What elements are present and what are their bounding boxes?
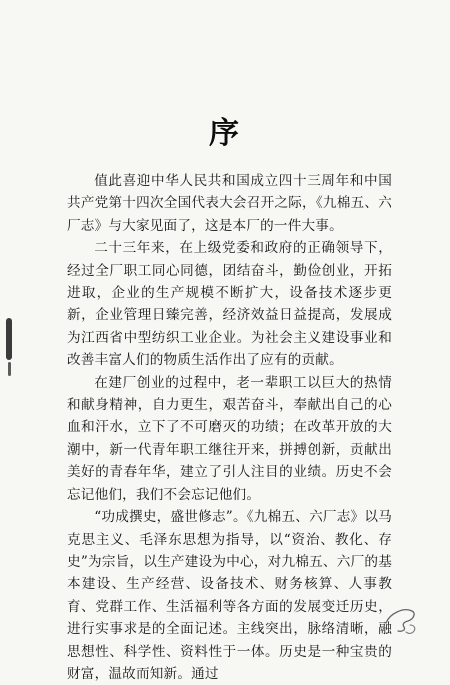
paragraph-2: 二十三年来，在上级党委和政府的正确领导下，经过全厂职工同心同德，团结奋斗，勤俭创业，开拓进取，企业的生产规模不断扩大，设备技术逐步更新，企业管理日臻完善，经济效益日益提高，发展成为江西省中型纺织工业企业。为社会主义建设事业和改善丰富人们的物质生活作出了应有的贡献。 <box>67 240 392 369</box>
preface-title: 序 <box>209 116 241 151</box>
paragraph-4: “功成撰史，盛世修志”。《九棉五、六厂志》以马克思主义、毛泽东思想为指导，以“资治、教化、存史”为宗旨，以生产建设为中心，对九棉五、六厂的基本建设、生产经营、设备技术、财务核算、人事教育、党群工作、生活福利等各方面的发展变迁历史，进行实事求是的全面记述。主线突出，脉络清晰，融思想性、科学性、资料性于一体。历史是一种宝贵的财富，温故而知新。通过 <box>67 509 392 682</box>
paragraph-1: 值此喜迎中华人民共和国成立四十三周年和中国共产党第十四次全国代表大会召开之际，《九棉五、六厂志》与大家见面了，这是本厂的一件大事。 <box>67 173 392 234</box>
scan-edge-mark <box>6 318 12 360</box>
paragraph-3: 在建厂创业的过程中，老一辈职工以巨大的热情和献身精神，自力更生，艰苦奋斗，奉献出自己的心血和汗水，立下了不可磨灭的功绩；在改革开放的大潮中，新一代青年职工继往开来，拼搏创新，贡献出美好的青春年华，建立了引人注目的业绩。历史不会忘记他们，我们不会忘记他们。 <box>67 374 392 503</box>
handwritten-mark <box>380 601 426 639</box>
preface-body <box>67 170 392 685</box>
scan-edge-mark-small <box>8 362 11 376</box>
